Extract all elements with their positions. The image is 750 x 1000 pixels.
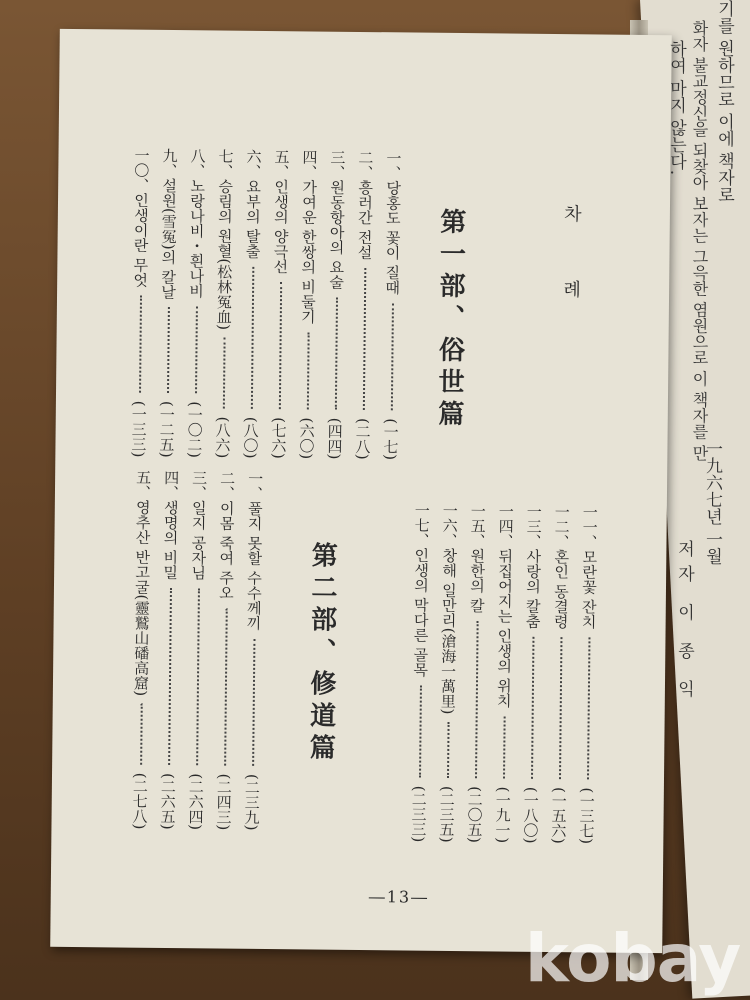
part1-heading: 第一部、俗世篇: [433, 207, 466, 433]
toc-entry[interactable]: 一一、모란꽃 잔치 (一三七): [577, 504, 599, 845]
toc-entry[interactable]: 八、노랑나비・흰나비 (一〇二): [185, 148, 207, 459]
part2-heading: 第二部、修道篇: [305, 541, 338, 766]
right-page-date: 一九六七년 一월: [702, 440, 722, 565]
toc-entry[interactable]: 一、풀지 못할 수수께끼 (二三九): [242, 470, 265, 831]
toc-entry[interactable]: 四、가여운 한쌍의 비둘기 (六〇): [297, 149, 319, 460]
left-page: [50, 29, 672, 953]
page-number: ―13―: [368, 887, 430, 907]
toc-entry[interactable]: 一五、원한의 칼 (二〇五): [465, 503, 487, 844]
right-page-author: 저자 이 종 익: [674, 540, 694, 706]
right-page-line: 화자 불교정신을 되찾아 보자는 그윽한 염원으로 이 책자를 만: [690, 20, 709, 461]
toc-entry[interactable]: 二、흥러간 전설 (二八): [353, 149, 375, 461]
toc-entry[interactable]: 二、이몸 죽여 주오 (二四三): [214, 470, 237, 831]
toc-entry[interactable]: 九、설원(雪冤)의 칼날 (一二五): [157, 147, 179, 459]
right-page-line: 기를 원하므로 이에 책자로: [714, 0, 734, 204]
toc-entry[interactable]: 三、일지 공자님 (二六四): [186, 470, 209, 831]
toc-entry[interactable]: 六、요부의 탈출 (八〇): [241, 148, 263, 459]
toc-entry[interactable]: 三、원동항아의 요술 (四四): [325, 149, 347, 460]
toc-entry[interactable]: 一四、뒤집어지는 인생의 위치 (一九一): [493, 503, 515, 844]
toc-entry[interactable]: 五、영추산 반고굴(靈鷲山磻高窟) (二七八): [130, 469, 153, 830]
toc-entry[interactable]: 五、인생의 양극선 (七六): [269, 149, 291, 460]
watermark-logo: kobay: [525, 920, 741, 997]
right-page-line: 하여 마지 않는다.: [666, 40, 686, 176]
toc-entry[interactable]: 一〇、인생이란 무엇 (一三三): [129, 147, 151, 458]
toc-entry[interactable]: 一六、창해 일만리(滄海一萬里) (二三五): [437, 502, 459, 844]
toc-entry[interactable]: 一七、인생의 막다른 골목 (二三三): [409, 502, 431, 843]
toc-title: 차 례: [559, 204, 583, 325]
toc-entry[interactable]: 七、승림의 원혈(松林冤血) (八六): [213, 148, 235, 459]
toc-entry[interactable]: 一、당홍도 꽃이 질때 (一七): [381, 150, 403, 461]
toc-entry[interactable]: 一三、사랑의 칼춤 (一八〇): [521, 503, 543, 844]
toc-entry[interactable]: 四、생명의 비밀 (二六五): [158, 469, 181, 831]
toc-entry[interactable]: 一二、혼인 동결령 (一五六): [549, 504, 571, 845]
